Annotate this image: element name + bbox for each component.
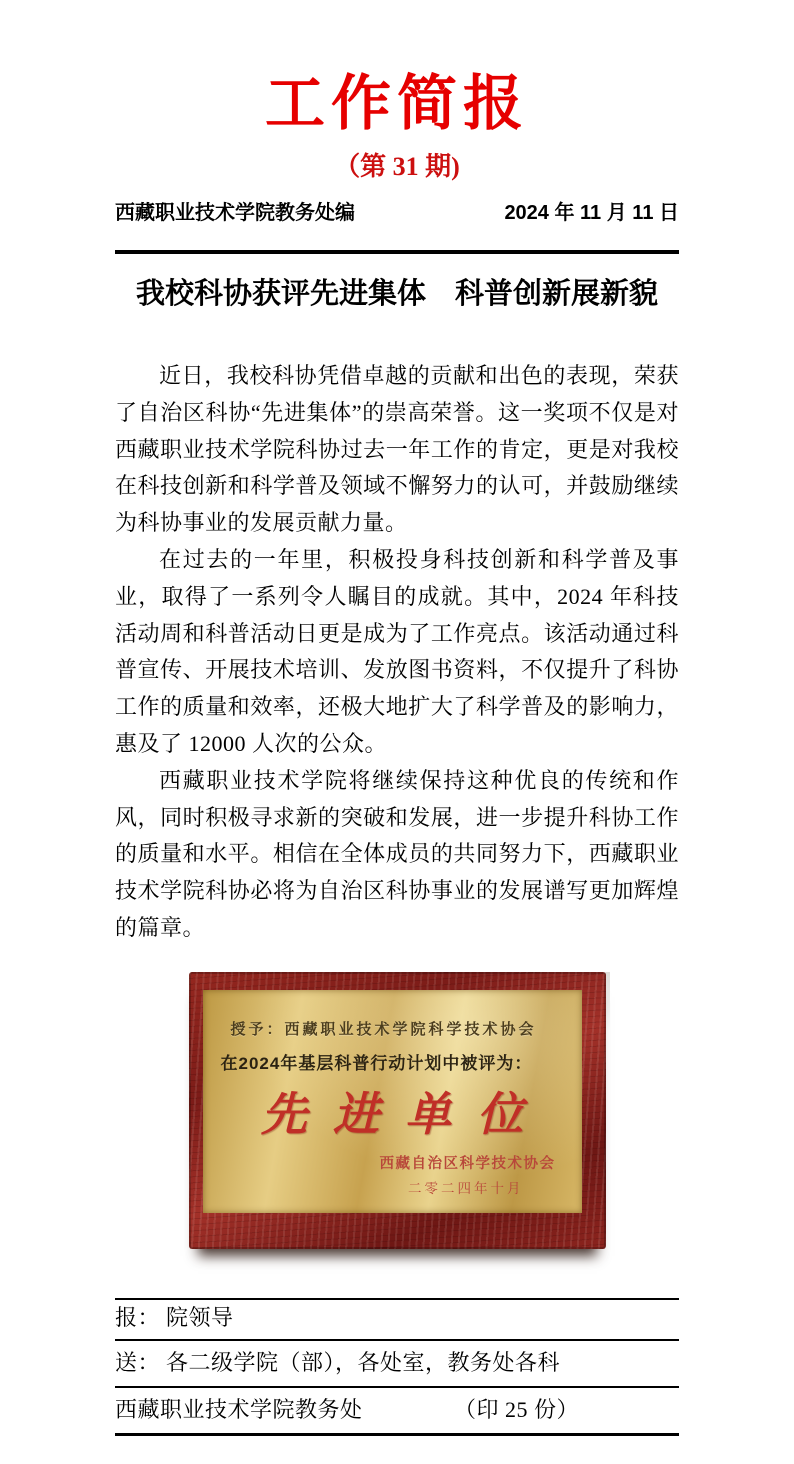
- article-paragraph-3: 西藏职业技术学院将继续保持这种优良的传统和作风，同时积极寻求新的突破和发展，进一步提升科协工作的质量和水平。相信在全体成员的共同努力下，西藏职业技术学院科协必将为自治区科协事业的发展谱写更加辉煌的篇章。: [115, 767, 679, 940]
- send-to-row: [115, 1341, 679, 1388]
- article-paragraph-1: 近日，我校科协凭借卓越的贡献和出色的表现，荣获了自治区科协“先进集体”的崇高荣誉。这一奖项不仅是对西藏职业技术学院科协过去一年工作的肯定，更是对我校在科技创新和科学普及领域不懈努力的认可，并鼓励继续为科协事业的发展贡献力量。: [115, 363, 679, 536]
- issue-number: （第 31 期): [334, 152, 460, 181]
- print-count: （印 25 份）: [453, 1396, 579, 1422]
- plaque-issuer: 西藏自治区科学技术协会: [379, 1155, 556, 1172]
- report-to-row: [115, 1300, 679, 1341]
- bulletin-title: 工作简报: [265, 70, 529, 137]
- plaque-citation-line: 在2024年基层科普行动计划中被评为：: [220, 1053, 533, 1073]
- plaque-issue-date: 二零二四年十月: [408, 1180, 524, 1196]
- distribution-table: [115, 1298, 679, 1436]
- send-to-label: 送：: [115, 1349, 161, 1375]
- article-headline: 我校科协获评先进集体 科普创新展新貌: [135, 278, 658, 310]
- report-to-label: 报：: [115, 1304, 161, 1330]
- issuing-office-row: [115, 1388, 679, 1436]
- publish-date: 2024 年 11 月 11 日: [504, 202, 679, 224]
- report-to-value: 院领导: [166, 1304, 234, 1330]
- article-paragraph-2: 在过去的一年里，积极投身科技创新和科学普及事业，取得了一系列令人瞩目的成就。其中，2024 年科技活动周和科普活动日更是成为了工作亮点。该活动通过科普宣传、开展技术培训、发放图书资料，不仅提升了科协工作的质量和效率，还极大地扩大了科学普及的影响力，惠及了 12000 人次的公众。: [115, 546, 679, 756]
- send-to-value: 各二级学院（部），各处室，教务处各科: [166, 1349, 561, 1375]
- issuing-office: 西藏职业技术学院教务处: [115, 1396, 363, 1422]
- plaque-award-title: 先进单位: [261, 1088, 549, 1140]
- page-content: [0, 70, 794, 1436]
- plaque-wood-frame: [189, 972, 606, 1249]
- plaque-awardee-line: 授予：西藏职业技术学院科学技术协会: [230, 1021, 537, 1038]
- plaque-gold-plate: [203, 990, 582, 1213]
- award-plaque-photo: [189, 972, 606, 1249]
- masthead-divider: [115, 250, 679, 254]
- masthead-info-row: [115, 200, 679, 226]
- editor-line: 西藏职业技术学院教务处编: [115, 202, 355, 224]
